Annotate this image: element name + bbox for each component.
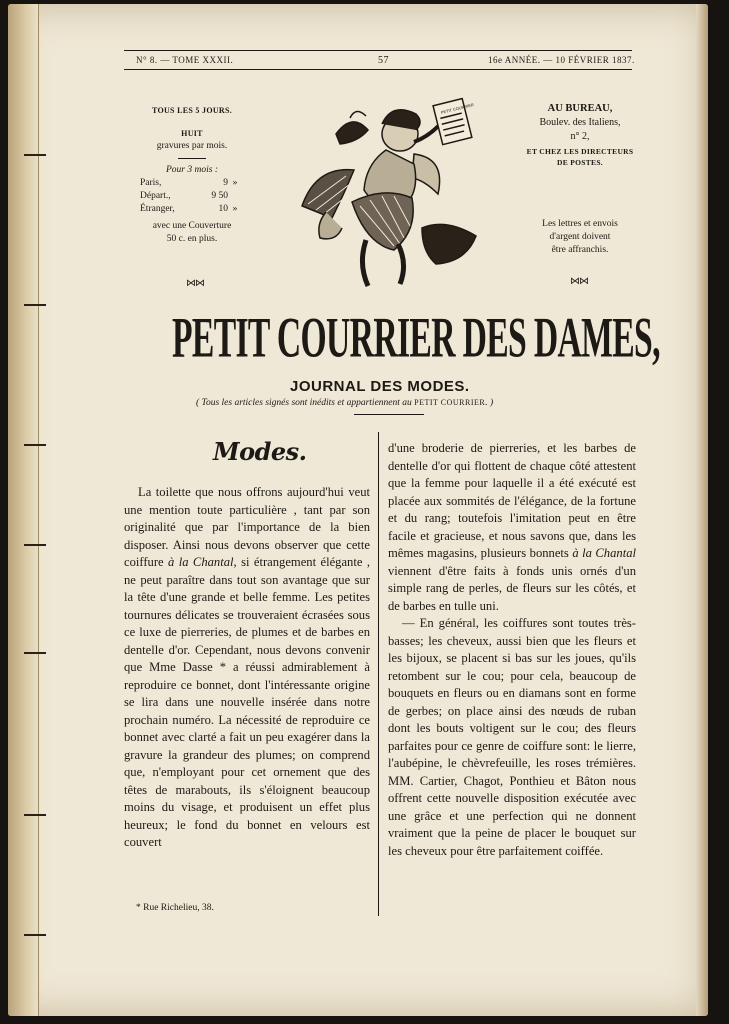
price-row: Paris, 9 » — [140, 178, 238, 188]
page-number: 57 — [378, 55, 389, 66]
subscription-box — [128, 104, 256, 246]
couverture-line-1: avec une Couverture — [152, 221, 232, 231]
engraving-letter-label: PETIT COURRIER — [440, 102, 475, 116]
pour-trois-mois: Pour 3 mois : — [166, 165, 218, 175]
cherub-engraving-icon — [296, 94, 486, 294]
masthead-divider — [354, 414, 424, 415]
column-rule — [378, 432, 379, 916]
article-paragraph: — En général, les coiffures sont toutes très-basses; les cheveux, aussi bien que les fleurs et les bijoux, se placent si bas sur les joues, qu'ils retombent sur le cou; pour cela, beaucoup de bouquets en fleurs ou en diamans sont en forme de gerbes; on place ainsi des nœuds de ruban dont les bouts voltigent sur le cou; des fleurs parfaites pour ce genre de coiffure sont: le lierre, l'aubépine, le chèvrefeuille, les roses trémières. MM. Cartier, Chagot, Ponthieu et Bâton nous offrent cette nouvelle disposition exécutée avec une grâce et une perfection qui ne donnent vraiment que la peine de placer le bouquet sur les cheveux pour être parfaitement coiffée. — [388, 616, 636, 858]
masthead-subtitle: JOURNAL DES MODES. — [290, 378, 470, 395]
masthead-title: PETIT COURRIER DES DAMES, — [172, 307, 660, 370]
bureau-title: AU BUREAU, — [547, 103, 613, 114]
bureau-address-1: Boulev. des Italiens, — [539, 117, 621, 128]
article-heading: Modes. — [213, 437, 307, 466]
price-row: Départ., 9 50 — [140, 191, 228, 201]
masthead-notice: ( Tous les articles signés sont inédits et appartiennent au PETIT COURRIER. ) — [196, 398, 494, 408]
header-rule-bottom — [124, 69, 632, 70]
price-row: Étranger, 10 » — [140, 204, 238, 214]
directeurs-1: ET CHEZ LES DIRECTEURS — [526, 147, 634, 156]
footnote: * Rue Richelieu, 38. — [136, 903, 214, 913]
header-rule-top — [124, 50, 632, 51]
article-paragraph: La toilette que nous offrons aujourd'hui veut une mention toute particulière , tant par son originalité que par l'importance de la bien disposer. Ainsi nous devons observer que cette coiffure à la Chantal, si étrangement élégante , ne peut paraître dans tout son avantage que sur la tête d'une grande et belle femme. Les petites tournures délicates se trouveraient écrasées sous ce luxe de pierreries, de plumes et de barbes en dentelle d'or. Cependant, nous devons convenir que Mme Dasse * a réussi admirablement à reproduire ce bonnet, dont l'intéressante origine se lira dans une nouvelle insérée dans notre prochain numéro. La nécessité de reproduire ce bonnet avec clarté a fait un peu exagérer dans la gravure la grandeur des plumes; on comprend que, n'employant pour cet ornement que des têtes de marabouts, ils s'éloignent beaucoup moins du visage, et produisent un effet plus heureux; le fond du bonnet en velours est couvert — [124, 485, 370, 849]
frequency: TOUS LES 5 JOURS. — [151, 106, 233, 115]
article-paragraph: d'une broderie de pierreries, et les barbes de dentelle d'or qui flottent de chaque côté attestent que la femme pour laquelle il a été exécuté est placée aux sommités de l'élégance, de la fortune et du rang; toutefois l'imitation peut en être facile et gracieuse, et nous savons que, dans les mêmes magasins, plusieurs bonnets à la Chantal viennent d'être faits à fonds unis ornés d'un simple rang de perles, de fleurs sur les côtés, et de barbes en tulle uni. — [388, 441, 636, 613]
couverture-line-2: 50 c. en plus. — [166, 234, 218, 244]
issue-date: 16e ANNÉE. — 10 FÉVRIER 1837. — [488, 55, 635, 65]
bureau-box — [510, 102, 650, 257]
directeurs-2: DE POSTES. — [557, 158, 603, 167]
bureau-address-2: n° 2, — [570, 131, 590, 142]
article-left-column — [124, 484, 370, 852]
letters-note-3: être affranchis. — [551, 245, 609, 255]
article-right-column — [388, 440, 636, 860]
gravures: gravures par mois. — [156, 141, 228, 151]
issue-number: N° 8. — TOME XXXII. — [136, 55, 234, 65]
letters-note-1: Les lettres et envois — [542, 219, 618, 229]
price-list — [128, 177, 256, 216]
huit: HUIT — [181, 129, 203, 138]
bow-ornament-icon: ⋈⋈ — [570, 276, 588, 287]
bow-ornament-icon: ⋈⋈ — [186, 278, 204, 289]
letters-note-2: d'argent doivent — [549, 232, 611, 242]
